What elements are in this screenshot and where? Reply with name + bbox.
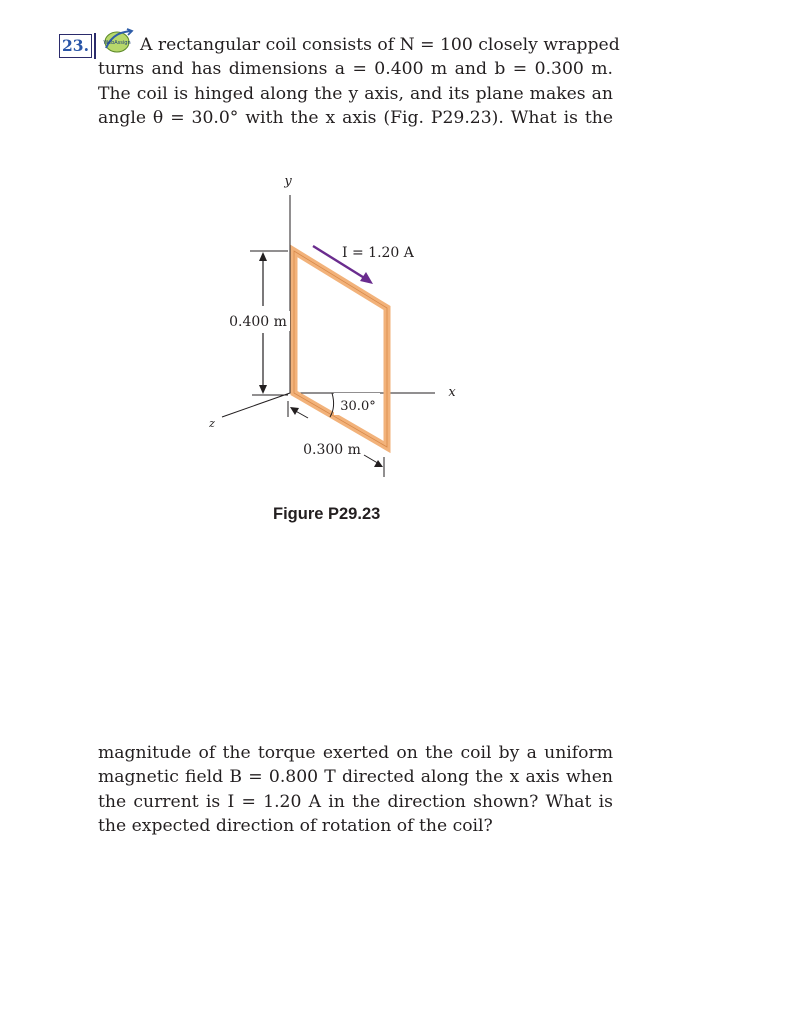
x-axis-label: x [448, 385, 456, 400]
problem-line-5: magnitude of the torque exerted on the coil by a uniform [98, 743, 613, 763]
problem-line-3: The coil is hinged along the y axis, and its plane makes an [98, 83, 613, 104]
z-axis [222, 393, 290, 417]
y-axis-label: y [284, 174, 292, 189]
height-dim-arrow-up [259, 252, 267, 261]
problem-line-4: angle θ = 30.0° with the x axis (Fig. P29.23). What is the [98, 107, 613, 128]
width-dim-arrow-right [374, 460, 383, 467]
problem-line-7: the current is I = 1.20 A in the direction shown? What is [98, 791, 613, 812]
z-axis-label: z [209, 417, 215, 430]
problem-line-6: magnetic field B = 0.800 T directed along the x axis when [98, 767, 613, 788]
webassign-badge-text: WebAssign [103, 40, 131, 46]
problem-line-1: A rectangular coil consists of N = 100 closely wrapped [140, 35, 620, 55]
problem-number: 23. [59, 34, 92, 58]
coil-figure [200, 165, 490, 495]
height-dim-arrow-down [259, 385, 267, 394]
current-label: I = 1.20 A [342, 245, 414, 261]
current-arrow-head [360, 272, 373, 284]
problem-line-8: the expected direction of rotation of the coil? [98, 815, 493, 836]
width-dim-arrow-left [290, 407, 299, 415]
problem-text-bottom [98, 741, 613, 838]
figure-caption: Figure P29.23 [273, 505, 381, 523]
angle-label: 30.0° [340, 399, 376, 414]
problem-text-top [98, 33, 620, 130]
problem-line-2: turns and has dimensions a = 0.400 m and b = 0.300 m. [98, 59, 613, 80]
width-label: 0.300 m [303, 442, 361, 458]
height-label: 0.400 m [229, 314, 287, 330]
